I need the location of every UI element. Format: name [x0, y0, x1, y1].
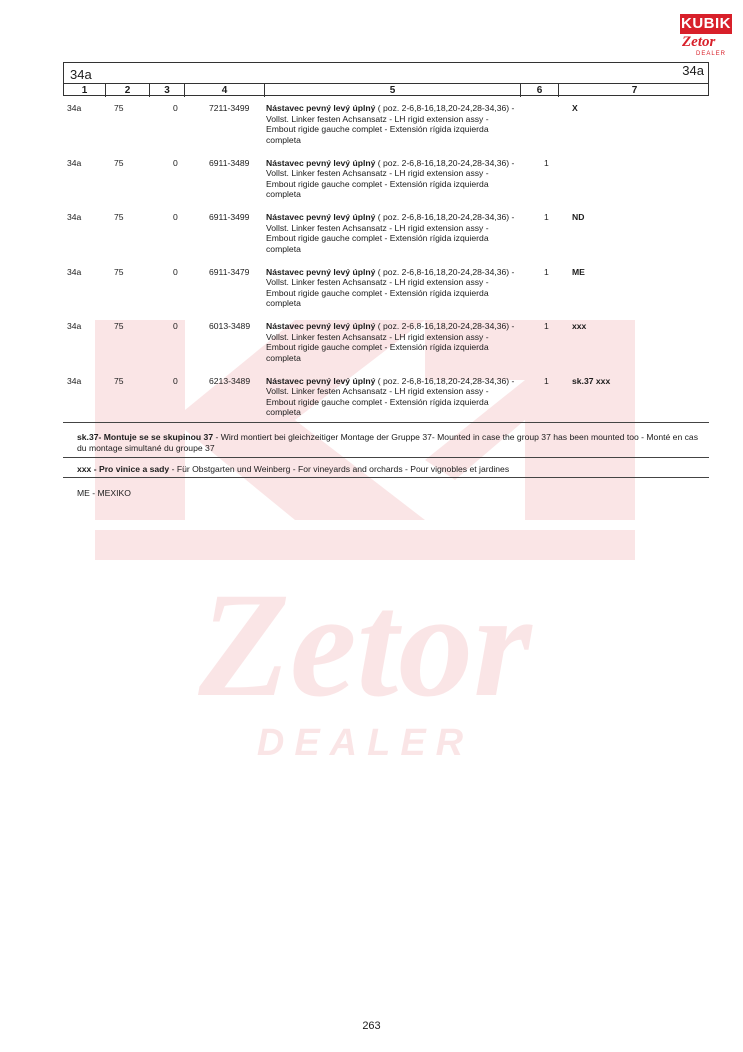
note-cell: ME — [572, 266, 585, 277]
note-sk37 — [77, 432, 707, 453]
note-cell: sk.37 xxx — [572, 375, 611, 386]
part-number-cell: 7211-3499 — [209, 103, 250, 113]
part-number-cell: 6013-3489 — [209, 321, 251, 331]
position-cell: 75 — [114, 375, 124, 386]
group-label-left: 34a — [70, 67, 92, 82]
position-cell: 75 — [114, 103, 124, 113]
quantity-cell: 1 — [544, 157, 549, 168]
part-name: Nástavec pevný levý úplný — [266, 321, 376, 331]
quantity-cell: 1 — [544, 212, 549, 222]
column-header-row — [64, 83, 708, 97]
logo-kubik-text: KUBIK — [681, 15, 731, 32]
note-xxx — [77, 464, 707, 475]
position-cell: 75 — [114, 321, 124, 331]
watermark-zetor: Zetor — [198, 562, 532, 728]
table-row — [63, 265, 709, 320]
column-header-7: 7 — [558, 84, 710, 97]
part-number-cell: 6911-3479 — [209, 266, 250, 277]
part-description: ( poz. 2-6,8-16,18,20-24,28-34,36) - Vollst. Linker festen Achsansatz - LH rigid extension assy - Embout rigide gauche complet - Extensión rígida izquierda completa — [266, 321, 515, 363]
group-cell: 34a — [67, 103, 82, 113]
part-name: Nástavec pevný levý úplný — [266, 266, 376, 277]
description-cell — [266, 376, 516, 418]
part-description: ( poz. 2-6,8-16,18,20-24,28-34,36) - Vollst. Linker festen Achsansatz - LH rigid extension assy - Embout rigide gauche complet - Extensión rígida izquierda completa — [266, 103, 515, 145]
group-label-right: 34a — [682, 63, 704, 78]
column-header-2: 2 — [105, 84, 149, 97]
description-cell — [266, 267, 516, 309]
group-cell: 34a — [67, 375, 82, 386]
note-sk37-text: - Wird montiert bei gleichzeitiger Montage der Gruppe 37- Mounted in case the group 37 has been mounted too - Monté en cas du montage simultané du groupe 37 — [77, 432, 698, 453]
note-cell: X — [572, 103, 578, 113]
quantity-cell: 1 — [544, 266, 549, 277]
kubik-zetor-logo — [676, 12, 736, 62]
part-number-cell: 6213-3489 — [209, 375, 251, 386]
description-cell — [266, 321, 516, 363]
column-header-3: 3 — [149, 84, 184, 97]
column-header-6: 6 — [520, 84, 558, 97]
description-cell — [266, 212, 516, 254]
position-cell: 75 — [114, 157, 124, 168]
index-cell: 0 — [173, 212, 178, 222]
notes-divider-top — [63, 422, 709, 423]
table-header — [63, 62, 709, 96]
part-name: Nástavec pevný levý úplný — [266, 157, 376, 168]
notes-divider — [63, 457, 709, 458]
note-cell: ND — [572, 212, 585, 222]
note-mexiko: ME - MEXIKO — [77, 488, 131, 498]
parts-list — [63, 101, 709, 428]
group-cell: 34a — [67, 321, 82, 331]
position-cell: 75 — [114, 212, 124, 222]
watermark-dealer: DEALER — [256, 722, 474, 764]
description-cell — [266, 103, 516, 145]
index-cell: 0 — [173, 266, 178, 277]
index-cell: 0 — [173, 375, 178, 386]
part-name: Nástavec pevný levý úplný — [266, 375, 376, 386]
page-number: 263 — [362, 1020, 381, 1032]
group-cell: 34a — [67, 157, 82, 168]
quantity-cell: 1 — [544, 375, 549, 386]
part-number-cell: 6911-3489 — [209, 157, 250, 168]
column-header-5: 5 — [264, 84, 520, 97]
quantity-cell: 1 — [544, 321, 549, 331]
table-row — [63, 319, 709, 374]
description-cell — [266, 158, 516, 200]
table-row — [63, 101, 709, 156]
group-cell: 34a — [67, 212, 82, 222]
position-cell: 75 — [114, 266, 124, 277]
index-cell: 0 — [173, 321, 178, 331]
part-name: Nástavec pevný levý úplný — [266, 103, 376, 113]
index-cell: 0 — [173, 157, 178, 168]
table-row — [63, 156, 709, 211]
table-row — [63, 210, 709, 265]
note-xxx-label: xxx - Pro vinice a sady — [77, 464, 170, 474]
note-cell: xxx — [572, 321, 587, 331]
part-name: Nástavec pevný levý úplný — [266, 212, 376, 222]
logo-dealer-text: DEALER — [696, 51, 727, 57]
part-number-cell: 6911-3499 — [209, 212, 250, 222]
table-row — [63, 374, 709, 429]
part-description: ( poz. 2-6,8-16,18,20-24,28-34,36) - Vollst. Linker festen Achsansatz - LH rigid extension assy - Embout rigide gauche complet - Extensión rígida izquierda completa — [266, 375, 515, 417]
column-header-1: 1 — [81, 85, 88, 96]
logo-zetor-text: Zetor — [682, 34, 716, 50]
group-cell: 34a — [67, 266, 82, 277]
note-sk37-label: sk.37- Montuje se se skupinou 37 — [77, 432, 214, 442]
note-xxx-text: - Für Obstgarten und Weinberg - For vineyards and orchards - Pour vignobles et jardines — [169, 464, 510, 474]
part-description: ( poz. 2-6,8-16,18,20-24,28-34,36) - Vollst. Linker festen Achsansatz - LH rigid extension assy - Embout rigide gauche complet - Extensión rígida izquierda completa — [266, 212, 515, 254]
column-header-4: 4 — [184, 84, 264, 97]
part-description: ( poz. 2-6,8-16,18,20-24,28-34,36) - Vollst. Linker festen Achsansatz - LH rigid extension assy - Embout rigide gauche complet - Extensión rígida izquierda completa — [266, 157, 515, 199]
notes-divider-bottom — [63, 477, 709, 478]
part-description: ( poz. 2-6,8-16,18,20-24,28-34,36) - Vollst. Linker festen Achsansatz - LH rigid extension assy - Embout rigide gauche complet - Extensión rígida izquierda completa — [266, 266, 515, 308]
index-cell: 0 — [173, 103, 178, 113]
